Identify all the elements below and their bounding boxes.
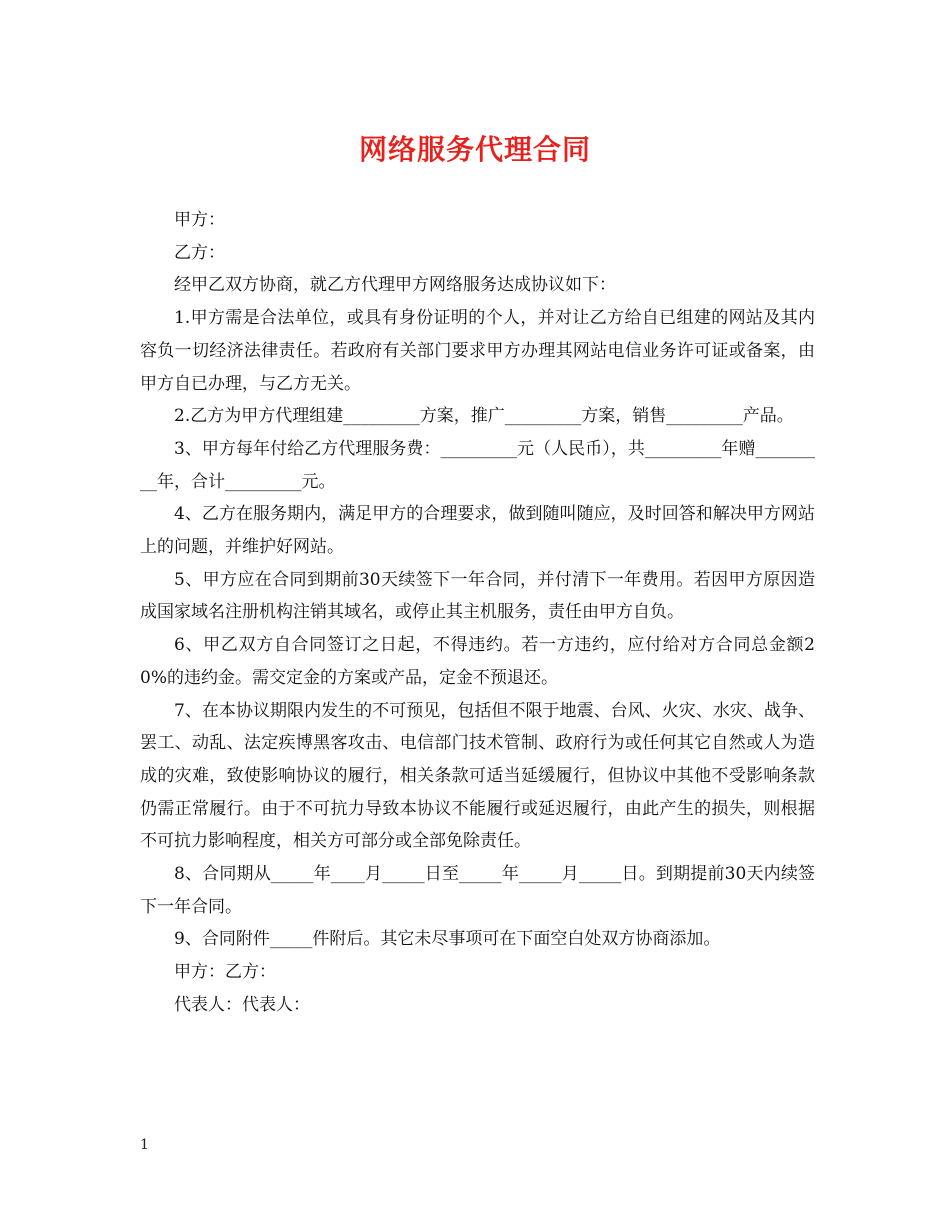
clause-4: 4、乙方在服务期内，满足甲方的合理要求，做到随叫随应，及时回答和解决甲方网站上的问题，并维护好网站。 bbox=[140, 504, 815, 558]
intro-paragraph: 经甲乙双方协商，就乙方代理甲方网络服务达成协议如下： bbox=[174, 275, 616, 296]
document-title: 网络服务代理合同 bbox=[358, 133, 591, 166]
clause-2: 2.乙方为甲方代理组建_________方案，推广_________方案，销售_________产品。 bbox=[174, 406, 794, 427]
clause-6: 6、甲乙双方自合同签订之日起，不得违约。若一方违约，应付给对方合同总金额20%的违约金。需交定金的方案或产品，定金不预退还。 bbox=[140, 635, 815, 688]
document-body bbox=[140, 204, 815, 1022]
clause-7: 7、在本协议期限内发生的不可预见，包括但不限于地震、台风、火灾、水灾、战争、罢工、动乱、法定疾博黑客攻击、电信部门技术管制、政府行为或任何其它自然或人为造成的灾难，致使影响协议的履行，相关条款可适当延缓履行，但协议中其他不受影响条款仍需正常履行。由于不可抗力导致本协议不能履行或延迟履行，由此产生的损失，则根据不可抗力影响程度，相关方可部分或全部免除责任。 bbox=[140, 700, 815, 852]
party-b-line: 乙方： bbox=[174, 242, 225, 263]
clause-3: 3、甲方每年付给乙方代理服务费：_________元（人民币），共_________年赠_________年，合计_________元。 bbox=[140, 438, 815, 492]
clause-5: 5、甲方应在合同到期前30天续签下一年合同，并付清下一年费用。若因甲方原因造成国家域名注册机构注销其域名，或停止其主机服务，责任由甲方自负。 bbox=[140, 569, 815, 623]
clause-8: 8、合同期从_____年____月_____日至_____年_____月_____日。到期提前30天内续签下一年合同。 bbox=[140, 864, 815, 917]
party-a-line: 甲方： bbox=[174, 210, 225, 230]
signature-parties-line: 甲方：乙方： bbox=[174, 962, 276, 983]
clause-1: 1.甲方需是合法单位，或具有身份证明的个人，并对让乙方给自已组建的网站及其内容负一切经济法律责任。若政府有关部门要求甲方办理其网站电信业务许可证或备案，由甲方自已办理，与乙方无关。 bbox=[140, 308, 815, 394]
clause-9: 9、合同附件_____件附后。其它未尽事项可在下面空白处双方协商添加。 bbox=[174, 929, 721, 950]
page-number: 1 bbox=[140, 1137, 149, 1153]
signature-representatives-line: 代表人：代表人： bbox=[174, 994, 310, 1015]
